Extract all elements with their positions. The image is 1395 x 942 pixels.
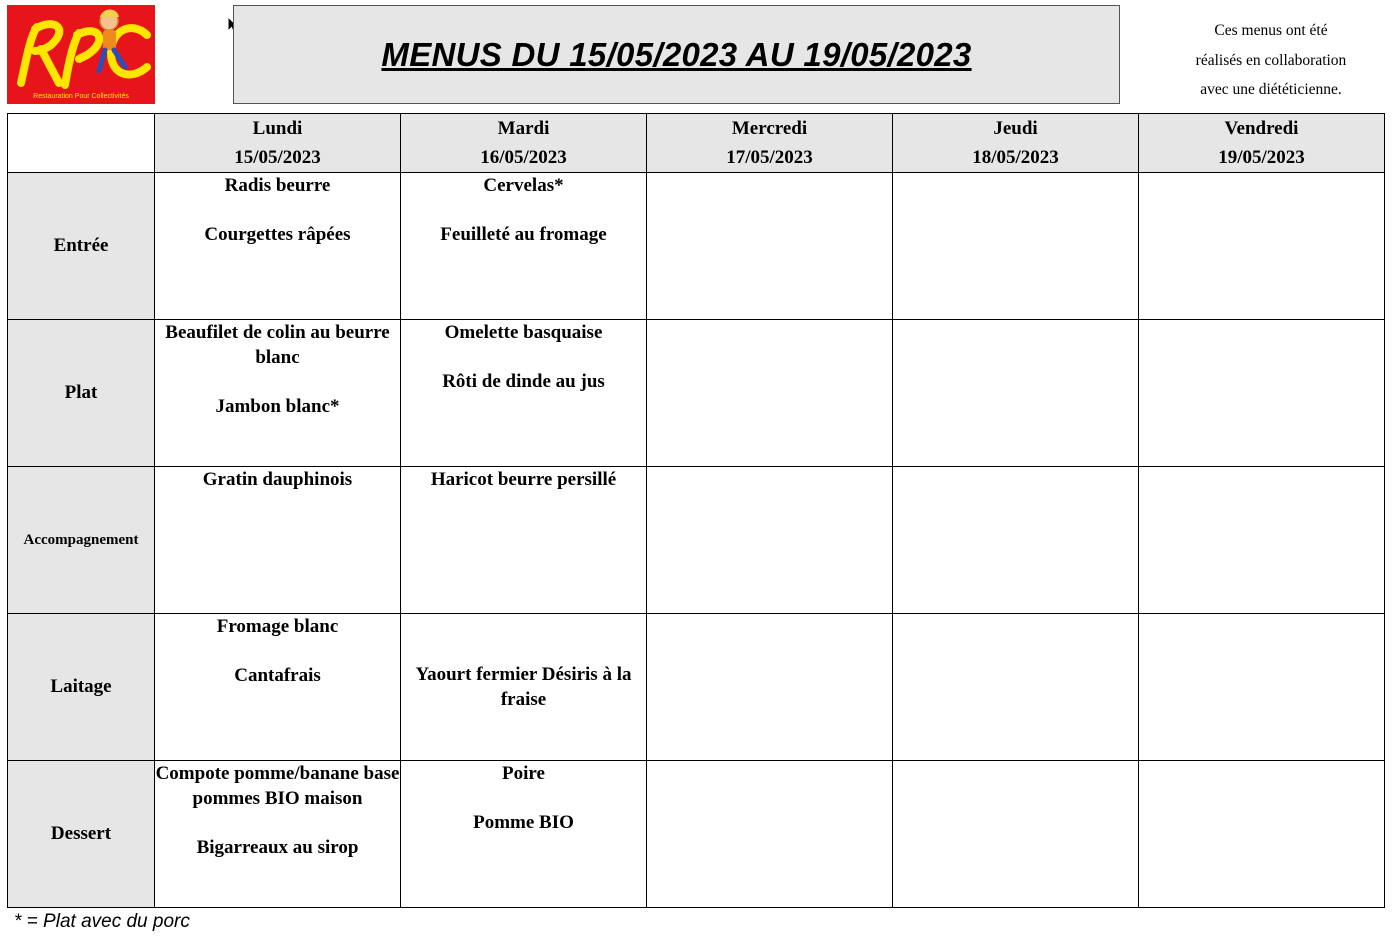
day-name: Mercredi — [731, 118, 808, 139]
menu-item: Beaufilet de colin au beurre blanc — [165, 322, 390, 368]
logo-graphic — [7, 5, 155, 104]
note-line: réalisés en collaboration — [1195, 51, 1347, 69]
menu-item: Courgettes râpées — [204, 224, 351, 245]
menu-cell-empty — [1139, 467, 1385, 614]
menu-cell-empty — [1139, 320, 1385, 467]
note-line: Ces menus ont été — [1214, 22, 1328, 39]
menu-cell — [401, 761, 647, 908]
menu-cell — [155, 467, 401, 614]
menu-item: Haricot beurre persillé — [430, 469, 617, 490]
day-date: 16/05/2023 — [480, 147, 567, 168]
day-name: Lundi — [252, 118, 303, 139]
table-row-laitage — [8, 614, 1385, 761]
menu-cell-empty — [893, 761, 1139, 908]
menu-cell — [155, 614, 401, 761]
menu-item: Gratin dauphinois — [202, 469, 353, 490]
row-label-dessert: Dessert — [8, 761, 155, 908]
table-header-row — [8, 114, 1385, 173]
menu-item: Rôti de dinde au jus — [442, 371, 605, 392]
menu-cell — [401, 320, 647, 467]
menu-item: Pomme BIO — [473, 812, 574, 833]
day-name: Jeudi — [993, 118, 1038, 139]
menu-cell-empty — [647, 467, 893, 614]
menu-item: Cervelas* — [483, 175, 564, 196]
company-logo — [7, 5, 155, 104]
menu-cell-empty — [893, 173, 1139, 320]
row-label-laitage: Laitage — [8, 614, 155, 761]
menu-cell-empty — [1139, 614, 1385, 761]
table-row-dessert — [8, 761, 1385, 908]
menu-cell-empty — [1139, 173, 1385, 320]
menu-item: Feuilleté au fromage — [440, 224, 607, 245]
menu-item: Jambon blanc* — [215, 396, 340, 417]
table-row-accompagnement — [8, 467, 1385, 614]
row-label-accompagnement: Accompagnement — [8, 467, 155, 614]
menu-cell-empty — [647, 320, 893, 467]
menu-item: Omelette basquaise — [444, 322, 603, 343]
menu-cell-empty — [893, 614, 1139, 761]
menu-cell — [155, 761, 401, 908]
table-row-plat — [8, 320, 1385, 467]
title-banner — [233, 5, 1120, 104]
menu-cell — [155, 173, 401, 320]
menu-cell — [401, 467, 647, 614]
menu-item: Fromage blanc — [216, 616, 339, 637]
day-date: 17/05/2023 — [726, 147, 813, 168]
row-label-plat: Plat — [8, 320, 155, 467]
menu-cell-empty — [647, 761, 893, 908]
menu-cell-empty — [1139, 761, 1385, 908]
dietitian-note — [1163, 16, 1379, 105]
weekly-menu-table — [7, 113, 1385, 908]
corner-cell — [8, 114, 155, 173]
pork-footnote: * = Plat avec du porc — [14, 911, 190, 932]
menu-item: Poire — [502, 763, 545, 784]
menu-item: Yaourt fermier Désiris à la fraise — [415, 664, 632, 710]
menu-item: Cantafrais — [234, 665, 321, 686]
menu-cell — [401, 173, 647, 320]
page-title: MENUS DU 15/05/2023 AU 19/05/2023 — [381, 35, 972, 73]
day-header-friday — [1139, 114, 1385, 173]
day-date: 18/05/2023 — [972, 147, 1059, 168]
day-date: 19/05/2023 — [1218, 147, 1305, 168]
menu-cell-empty — [893, 467, 1139, 614]
table-row-entree — [8, 173, 1385, 320]
menu-cell-empty — [893, 320, 1139, 467]
day-name: Vendredi — [1224, 118, 1299, 139]
menu-cell-empty — [647, 614, 893, 761]
menu-cell — [155, 320, 401, 467]
day-header-wednesday — [647, 114, 893, 173]
menu-item: Radis beurre — [224, 175, 331, 196]
row-label-entree: Entrée — [8, 173, 155, 320]
day-name: Mardi — [497, 118, 550, 139]
menu-cell — [401, 614, 647, 761]
menu-cell-empty — [647, 173, 893, 320]
logo-caption: Restauration Pour Collectivités — [33, 93, 129, 100]
day-date: 15/05/2023 — [234, 147, 321, 168]
day-header-thursday — [893, 114, 1139, 173]
note-line: avec une diététicienne. — [1200, 81, 1342, 98]
day-header-tuesday — [401, 114, 647, 173]
menu-item: Compote pomme/banane base pommes BIO maison — [155, 763, 400, 809]
day-header-monday — [155, 114, 401, 173]
menu-item: Bigarreaux au sirop — [196, 837, 359, 858]
